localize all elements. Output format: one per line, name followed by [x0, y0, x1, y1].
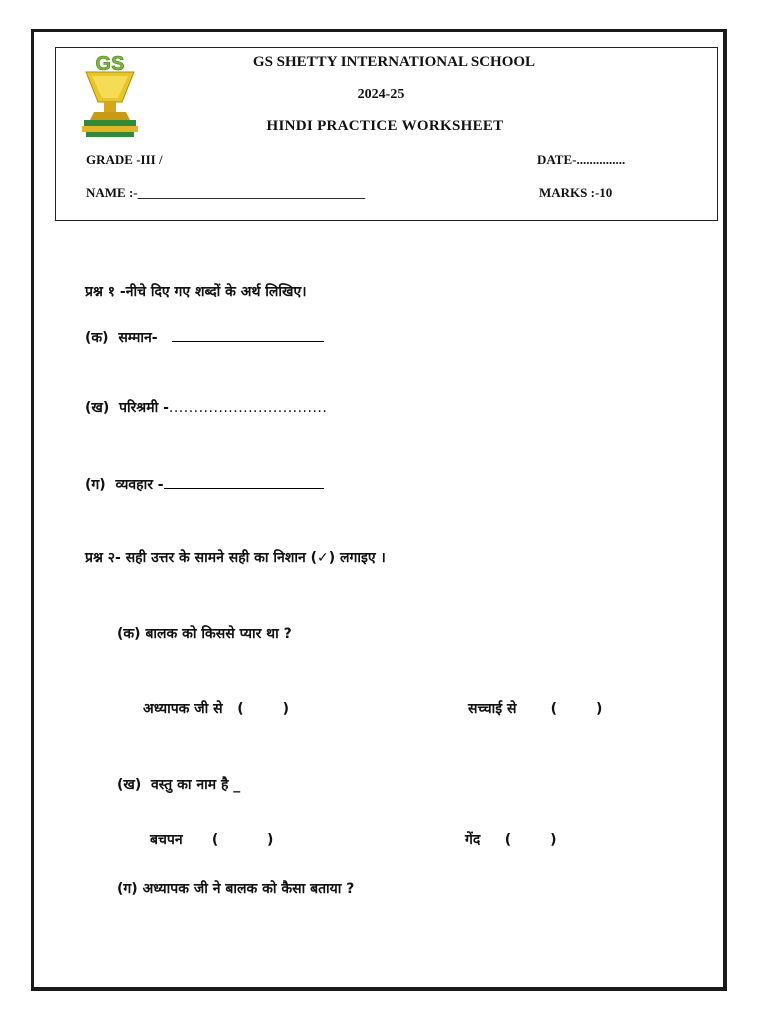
marks-label: MARKS :-10 — [539, 185, 613, 200]
question-1-title: प्रश्न १ -नीचे दिए गए शब्दों के अर्थ लिखिए। — [85, 284, 307, 300]
tick-box[interactable]: ( ) — [550, 701, 603, 717]
option-text: गेंद — [465, 832, 481, 848]
q1-item-word: व्यवहार - — [115, 477, 164, 493]
q2-part-ka — [117, 624, 292, 643]
q2-kha-option-2 — [465, 830, 557, 849]
q2-part-ga — [117, 879, 354, 898]
school-name: GS SHETTY INTERNATIONAL SCHOOL — [252, 54, 536, 70]
q1-item-ga — [85, 474, 324, 494]
option-text: अध्यापक जी से — [143, 701, 223, 717]
answer-blank-line[interactable] — [164, 474, 324, 489]
q2-part-question: वस्तु का नाम है _ — [151, 777, 241, 793]
q1-item-label: (ग) — [85, 477, 106, 493]
q1-item-word: सम्मान- — [118, 330, 158, 346]
q2-part-kha — [117, 775, 240, 794]
q2-kha-option-1 — [150, 830, 273, 849]
q2-ka-option-2 — [468, 699, 602, 718]
option-text: बचपन — [150, 832, 183, 848]
q1-item-kha — [85, 398, 327, 417]
logo-text: GS — [95, 53, 125, 75]
q2-ka-option-1 — [143, 699, 289, 718]
name-field[interactable]: NAME :-___________________________________ — [86, 185, 366, 200]
answer-dotted-blank[interactable]: ................................ — [168, 400, 328, 416]
q1-item-label: (ख) — [85, 400, 110, 416]
q2-part-question: बालक को किससे प्यार था ? — [145, 626, 292, 642]
question-2-title: प्रश्न २- सही उत्तर के सामने सही का निशान (✓) लगाइए । — [85, 550, 386, 566]
option-text: सच्चाई से — [468, 701, 517, 717]
tick-box[interactable]: ( ) — [211, 832, 274, 848]
worksheet-title: HINDI PRACTICE WORKSHEET — [266, 118, 504, 134]
q2-part-label: (ख) — [117, 777, 142, 793]
q2-part-question: अध्यापक जी ने बालक को कैसा बताया ? — [142, 881, 355, 897]
q2-part-label: (ग) — [117, 881, 138, 897]
q1-item-word: परिश्रमी - — [119, 400, 169, 416]
date-field[interactable]: DATE-............... — [537, 152, 626, 167]
answer-blank-line[interactable] — [172, 327, 324, 342]
grade-label: GRADE -III / — [86, 152, 163, 167]
tick-box[interactable]: ( ) — [504, 832, 557, 848]
q1-item-ka — [85, 327, 324, 347]
q2-part-label: (क) — [117, 626, 141, 642]
q1-item-label: (क) — [85, 330, 109, 346]
academic-year: 2024-25 — [357, 87, 405, 102]
tick-box[interactable]: ( ) — [237, 701, 290, 717]
